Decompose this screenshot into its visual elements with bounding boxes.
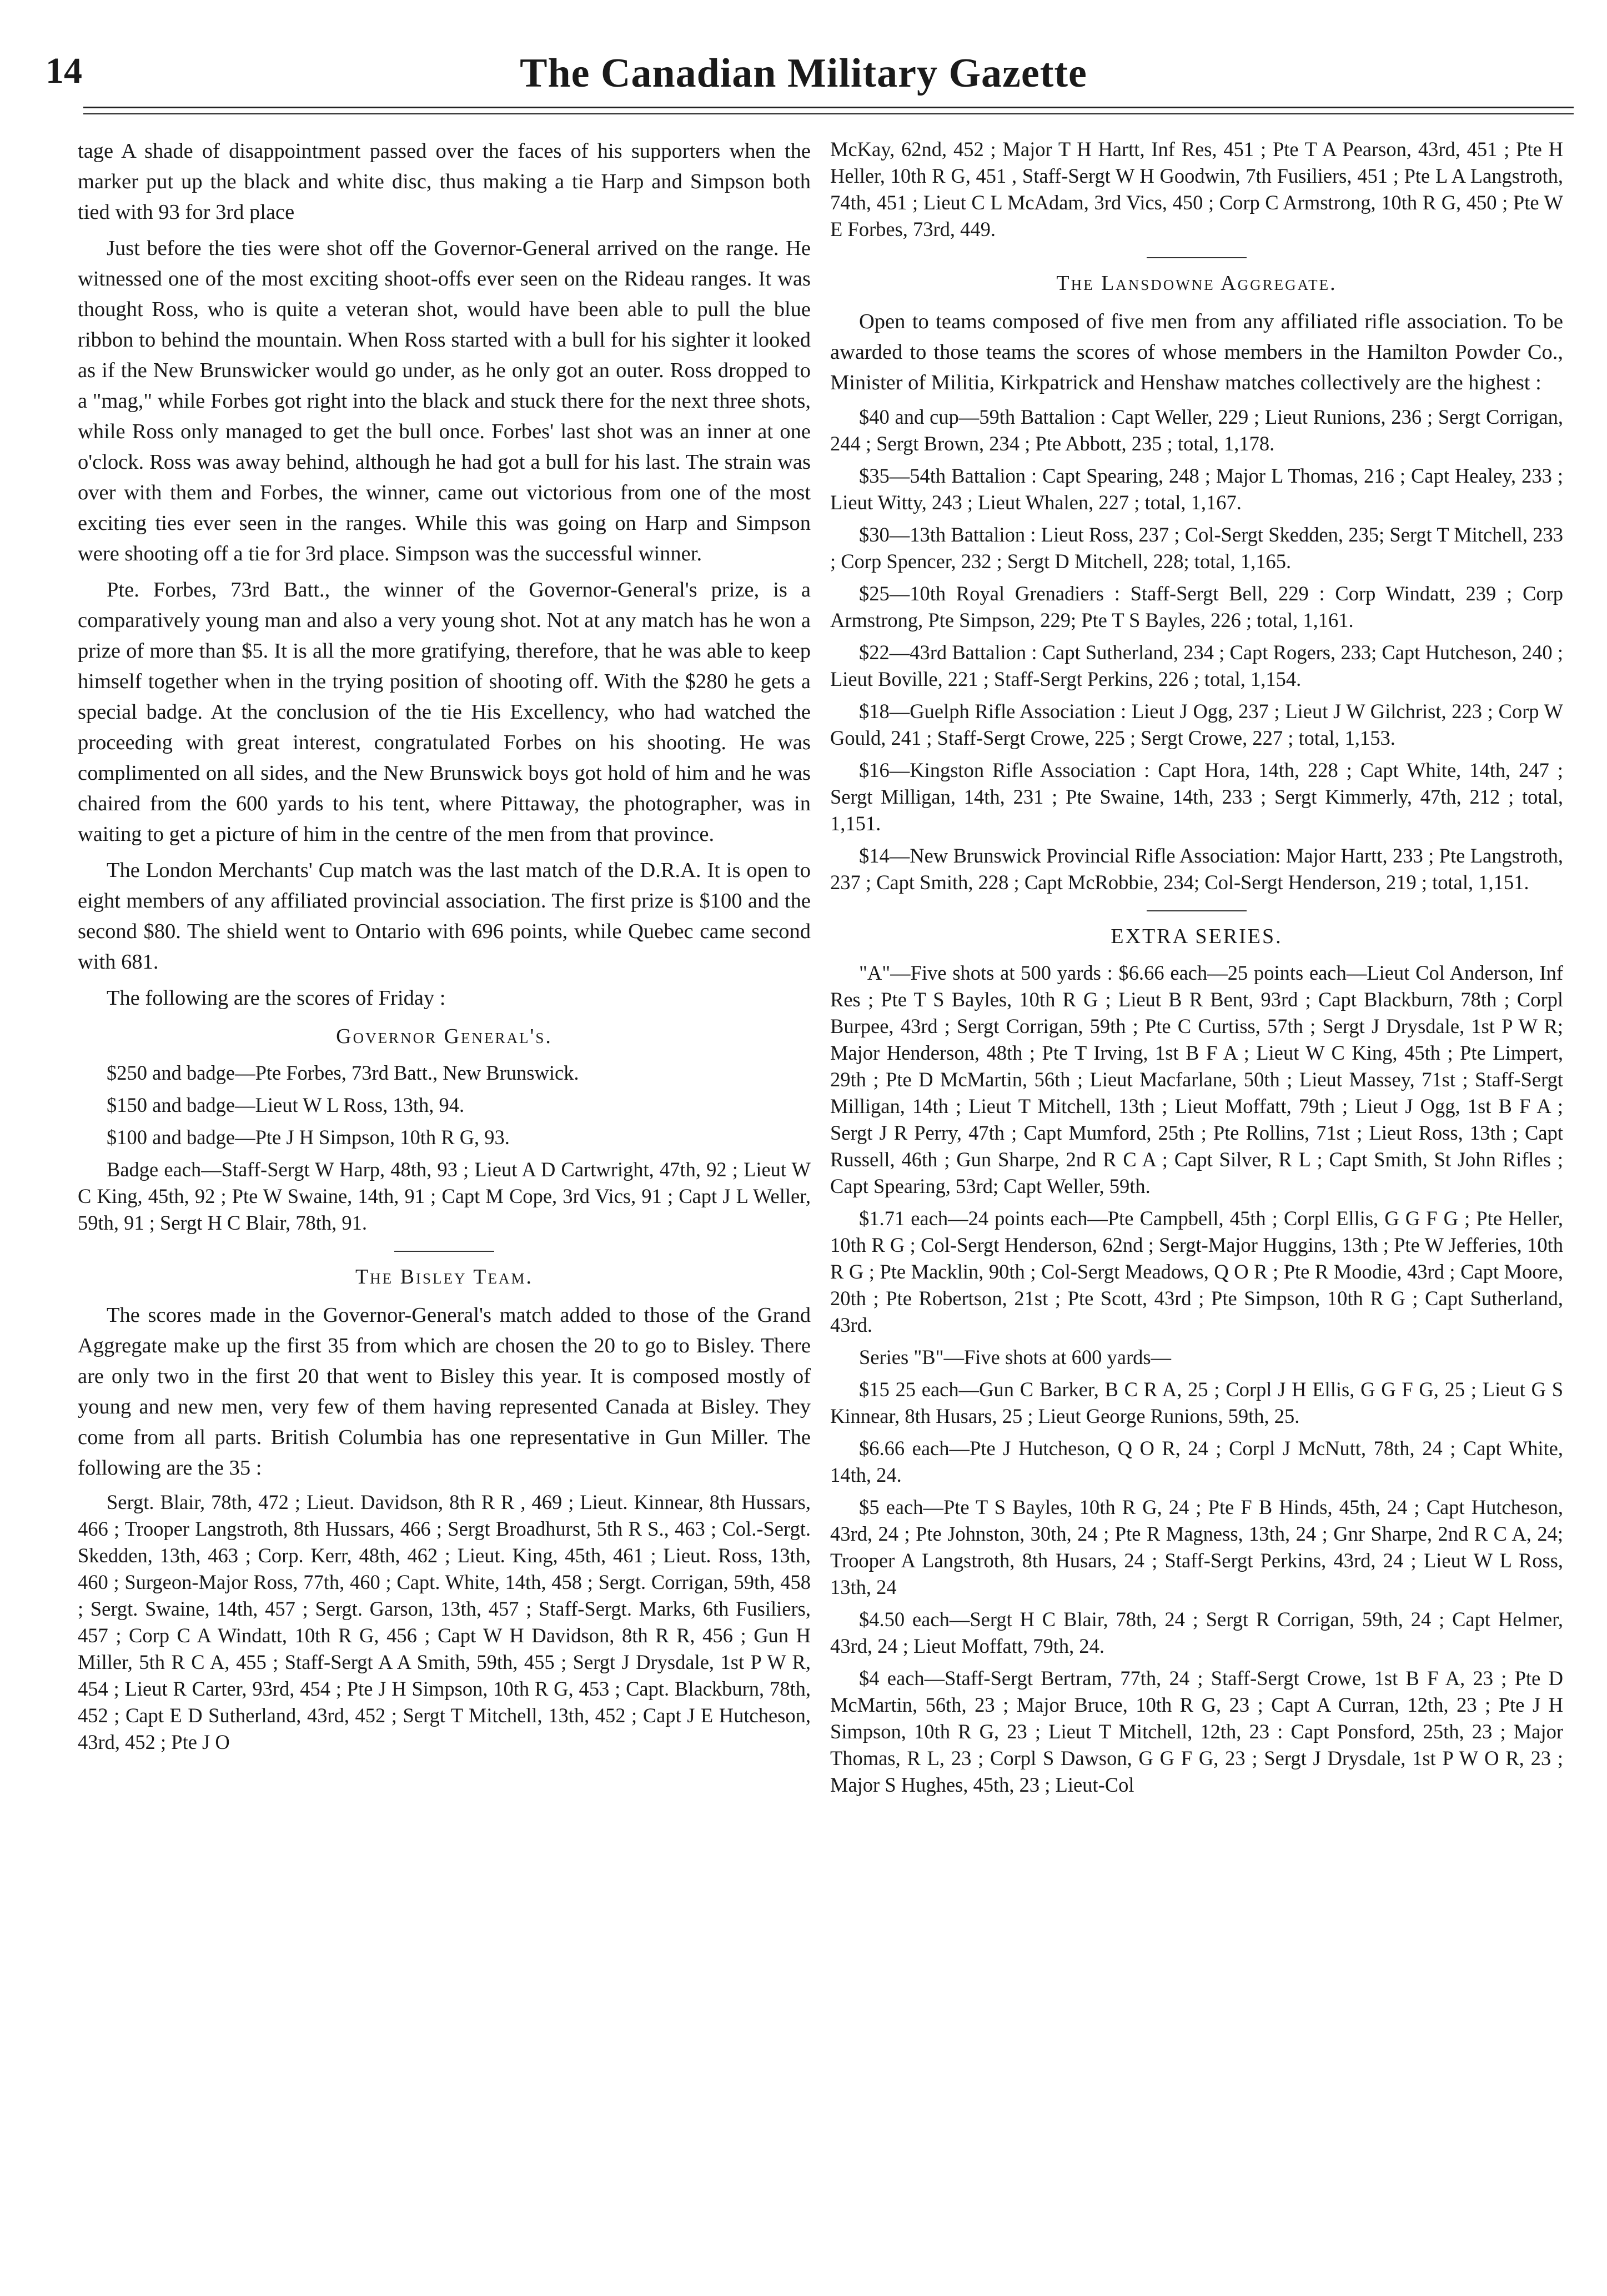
score-entry: $16—Kingston Rifle Association : Capt Hora, 14th, 228 ; Capt White, 14th, 247 ; Sergt Milligan, 14th, 231 ; Pte Swaine, 14th, 233 ; Sergt Kimmerly, 47th, 212 ; total, 1,151. [830, 759, 1563, 835]
section-heading-governor-general: Governor General's. [336, 1025, 553, 1048]
score-list: Sergt. Blair, 78th, 472 ; Lieut. Davidson, 8th R R , 469 ; Lieut. Kinnear, 8th Hussars, 466 ; Trooper Langstroth, 8th Hussars, 466 ; Sergt Broadhurst, 5th R S., 463 ; Col.-Sergt. Skedden, 13th, 463 ; Corp. Kerr, 48th, 462 ; Lieut. King, 45th, 461 ; Lieut. Ross, 13th, 460 ; Surgeon-Major Ross, 77th, 460 ; Capt. White, 14th, 458 ; Sergt. Corrigan, 59th, 458 ; Sergt. Swaine, 14th, 457 ; Sergt. Garson, 13th, 457 ; Staff-Sergt. Marks, 6th Fusiliers, 457 ; Corp C A Windatt, 10th R G, 456 ; Capt W H Davidson, 8th R R, 456 ; Gun H Miller, 5th R C A, 455 ; Staff-Sergt A A Smith, 59th, 455 ; Sergt J Drysdale, 1st P W R, 454 ; Lieut R Carter, 93rd, 454 ; Pte J H Simpson, 10th R G, 453 ; Capt. Blackburn, 78th, 452 ; Capt E D Sutherland, 43rd, 452 ; Sergt T Mitchell, 13th, 452 ; Capt J E Hutcheson, 43rd, 452 ; Pte J O [78, 1491, 811, 1753]
score-entry: Badge each—Staff-Sergt W Harp, 48th, 93 ; Lieut A D Cartwright, 47th, 92 ; Lieut W C King, 45th, 92 ; Pte W Swaine, 14th, 91 ; Capt M Cope, 3rd Vics, 91 ; Capt J L Weller, 59th, 91 ; Sergt H C Blair, 78th, 91. [78, 1158, 811, 1234]
score-entry: $4.50 each—Sergt H C Blair, 78th, 24 ; Sergt R Corrigan, 59th, 24 ; Capt Helmer, 43rd, 24 ; Lieut Moffatt, 79th, 24. [830, 1608, 1563, 1657]
section-divider [1147, 910, 1247, 911]
score-entry: $5 each—Pte T S Bayles, 10th R G, 24 ; Pte F B Hinds, 45th, 24 ; Capt Hutcheson, 43rd, 24 ; Pte Johnston, 30th, 24 ; Pte R Magness, 13th, 24 ; Gnr Sharpe, 2nd R C A, 24; Trooper A Langstroth, 8th Husars, 24 ; Staff-Sergt Perkins, 43rd, 24 ; Lieut W L Ross, 13th, 24 [830, 1496, 1563, 1598]
score-entry: $25—10th Royal Grenadiers : Staff-Sergt Bell, 229 : Corp Windatt, 239 ; Corp Armstrong, Pte Simpson, 229; Pte T S Bayles, 226 ; total, 1,161. [830, 582, 1563, 631]
section-heading-lansdowne-aggregate: The Lansdowne Aggregate. [1056, 272, 1337, 295]
paragraph: Open to teams composed of five men from any affiliated rifle association. To be awarded to those teams the scores of whose members in the Hamilton Powder Co., Minister of Militia, Kirkpatrick and Henshaw matches collectively are the highest : [830, 310, 1563, 394]
section-divider [1147, 257, 1247, 258]
score-entry: $30—13th Battalion : Lieut Ross, 237 ; Col-Sergt Skedden, 235; Sergt T Mitchell, 233 ; Corp Spencer, 232 ; Sergt D Mitchell, 228; total, 1,165. [830, 523, 1563, 573]
left-column [78, 136, 811, 1761]
paragraph: The following are the scores of Friday : [107, 986, 446, 1010]
score-entry: $18—Guelph Rifle Association : Lieut J Ogg, 237 ; Lieut J W Gilchrist, 223 ; Corp W Gould, 241 ; Staff-Sergt Crowe, 225 ; Sergt Crowe, 227 ; total, 1,153. [830, 700, 1563, 749]
score-entry: $22—43rd Battalion : Capt Sutherland, 234 ; Capt Rogers, 233; Capt Hutcheson, 240 ; Lieut Boville, 221 ; Staff-Sergt Perkins, 226 ; total, 1,154. [830, 641, 1563, 690]
score-list: McKay, 62nd, 452 ; Major T H Hartt, Inf Res, 451 ; Pte T A Pearson, 43rd, 451 ; Pte H Heller, 10th R G, 451 , Staff-Sergt W H Goodwin, 7th Fusiliers, 451 ; Pte L A Langstroth, 74th, 451 ; Lieut C L McAdam, 3rd Vics, 450 ; Corp C Armstrong, 10th R G, 450 ; Pte W E Forbes, 73rd, 449. [830, 138, 1563, 240]
score-entry: $14—New Brunswick Provincial Rifle Association: Major Hartt, 233 ; Pte Langstroth, 237 ; Capt Smith, 228 ; Capt McRobbie, 234; Col-Sergt Henderson, 219 ; total, 1,151. [830, 844, 1563, 894]
score-entry: "A"—Five shots at 500 yards : $6.66 each—25 points each—Lieut Col Anderson, Inf Res ; Pte T S Bayles, 10th R G ; Lieut B R Bent, 93rd ; Capt Blackburn, 78th ; Corpl Burpee, 43rd ; Sergt Corrigan, 59th ; Pte C Curtiss, 57th ; Sergt J Drysdale, 1st P W R; Major Henderson, 48th ; Pte T Irving, 1st B F A ; Lieut W C King, 45th ; Pte Limpert, 29th ; Pte D McMartin, 56th ; Lieut Macfarlane, 50th ; Lieut Massey, 71st ; Staff-Sergt Milligan, 14th ; Lieut T Mitchell, 13th ; Lieut Moffatt, 79th ; Lieut J Ogg, 1st B F A ; Sergt J R Perry, 47th ; Capt Mumford, 25th ; Pte Rollins, 71st ; Lieut Ross, 13th ; Capt Russell, 46th ; Gun Sharpe, 2nd R C A ; Capt Silver, R L ; Capt Smith, St John Rifles ; Capt Spearing, 53rd; Capt Weller, 59th. [830, 961, 1563, 1197]
paragraph: Pte. Forbes, 73rd Batt., the winner of the Governor-General's prize, is a comparatively young man and also a very young shot. Not at any match has he won a prize of more than $5. It is all the more gratifying, therefore, that he was able to keep himself together when in the trying position of shooting off. With the $280 he gets a special badge. At the conclusion of the tie His Excellency, who had watched the proceeding with great interest, congratulated Forbes on his shooting. He was complimented on all sides, and the New Brunswick boys got hold of him and he was chaired from the 600 yards to his tent, where Pittaway, the photographer, was in waiting to get a picture of him in the centre of the men from that province. [78, 578, 811, 846]
score-entry: $100 and badge—Pte J H Simpson, 10th R G, 93. [107, 1126, 510, 1149]
section-heading-bisley-team: The Bisley Team. [355, 1265, 534, 1289]
paragraph: Just before the ties were shot off the Governor-General arrived on the range. He witnessed one of the most exciting shoot-offs ever seen on the Rideau ranges. It was thought Ross, who is quite a veteran shot, would have been able to pull the blue ribbon to behind the mountain. When Ross started with a bull for his sighter it looked as if the New Brunswicker would go under, as he only got an outer. Ross dropped to a "mag," while Forbes got right into the black and stuck there for the next three shots, while Ross only managed to get the bull once. Forbes' last shot was an inner at one o'clock. Ross was away behind, although he had got a bull for his last. The strain was over with them and Forbes, the winner, came out victorious from one of the most exciting ties ever seen in the ranges. While this was going on Harp and Simpson were shooting off a tie for 3rd place. Simpson was the successful winner. [78, 237, 811, 565]
score-entry: $15 25 each—Gun C Barker, B C R A, 25 ; Corpl J H Ellis, G G F G, 25 ; Lieut G S Kinnear, 8th Husars, 25 ; Lieut George Runions, 59th, 25. [830, 1378, 1563, 1427]
section-heading-extra-series: EXTRA SERIES. [1111, 925, 1283, 948]
paragraph: The scores made in the Governor-General's match added to those of the Grand Aggregate make up the first 35 from which are chosen the 20 to go to Bisley. There are only two in the first 20 that went to Bisley this year. It is composed mostly of young and new men, very few of them having represented Canada at Bisley. They come from all parts. British Columbia has one representative in Gun Miller. The following are the 35 : [78, 1304, 811, 1480]
paragraph: The London Merchants' Cup match was the last match of the D.R.A. It is open to eight members of any affiliated provincial association. The first prize is $100 and the second $80. The shield went to Ontario with 696 points, while Quebec came second with 681. [78, 859, 811, 974]
right-column [830, 136, 1563, 1804]
section-divider [394, 1251, 494, 1252]
score-entry: $4 each—Staff-Sergt Bertram, 77th, 24 ; Staff-Sergt Crowe, 1st B F A, 23 ; Pte D McMartin, 56th, 23 ; Major Bruce, 10th R G, 23 ; Capt A Curran, 12th, 23 ; Pte J H Simpson, 10th R G, 23 ; Lieut T Mitchell, 12th, 23 : Capt Ponsford, 25th, 23 ; Major Thomas, R L, 23 ; Corpl S Dawson, G G F G, 23 ; Sergt J Drysdale, 1st P W O R, 23 ; Major S Hughes, 45th, 23 ; Lieut-Col [830, 1667, 1563, 1796]
header-rule-bottom [83, 113, 1574, 114]
header-rule-top [83, 107, 1574, 108]
page-number: 14 [46, 51, 82, 91]
score-entry: $6.66 each—Pte J Hutcheson, Q O R, 24 ; Corpl J McNutt, 78th, 24 ; Capt White, 14th, 24. [830, 1437, 1563, 1486]
score-entry: $250 and badge—Pte Forbes, 73rd Batt., New Brunswick. [107, 1061, 579, 1084]
publication-title: The Canadian Military Gazette [520, 51, 1087, 96]
page-header [39, 39, 1568, 111]
paragraph: tage A shade of disappointment passed over the faces of his supporters when the marker put up the black and white disc, thus making a tie Harp and Simpson both tied with 93 for 3rd place [78, 139, 811, 224]
score-entry: Series "B"—Five shots at 600 yards— [859, 1346, 1172, 1368]
score-entry: $150 and badge—Lieut W L Ross, 13th, 94. [107, 1094, 465, 1116]
score-entry: $1.71 each—24 points each—Pte Campbell, 45th ; Corpl Ellis, G G F G ; Pte Heller, 10th R G ; Col-Sergt Henderson, 62nd ; Sergt-Major Huggins, 13th ; Pte W Jefferies, 10th R G ; Pte Macklin, 90th ; Col-Sergt Meadows, Q O R ; Pte R Moodie, 43rd ; Capt Moore, 20th ; Pte Robertson, 21st ; Pte Scott, 43rd ; Pte Simpson, 10th R G ; Capt Sutherland, 43rd. [830, 1207, 1563, 1336]
score-entry: $40 and cup—59th Battalion : Capt Weller, 229 ; Lieut Runions, 236 ; Sergt Corrigan, 244 ; Sergt Brown, 234 ; Pte Abbott, 235 ; total, 1,178. [830, 405, 1563, 455]
score-entry: $35—54th Battalion : Capt Spearing, 248 ; Major L Thomas, 216 ; Capt Healey, 233 ; Lieut Witty, 243 ; Lieut Whalen, 227 ; total, 1,167. [830, 464, 1563, 514]
